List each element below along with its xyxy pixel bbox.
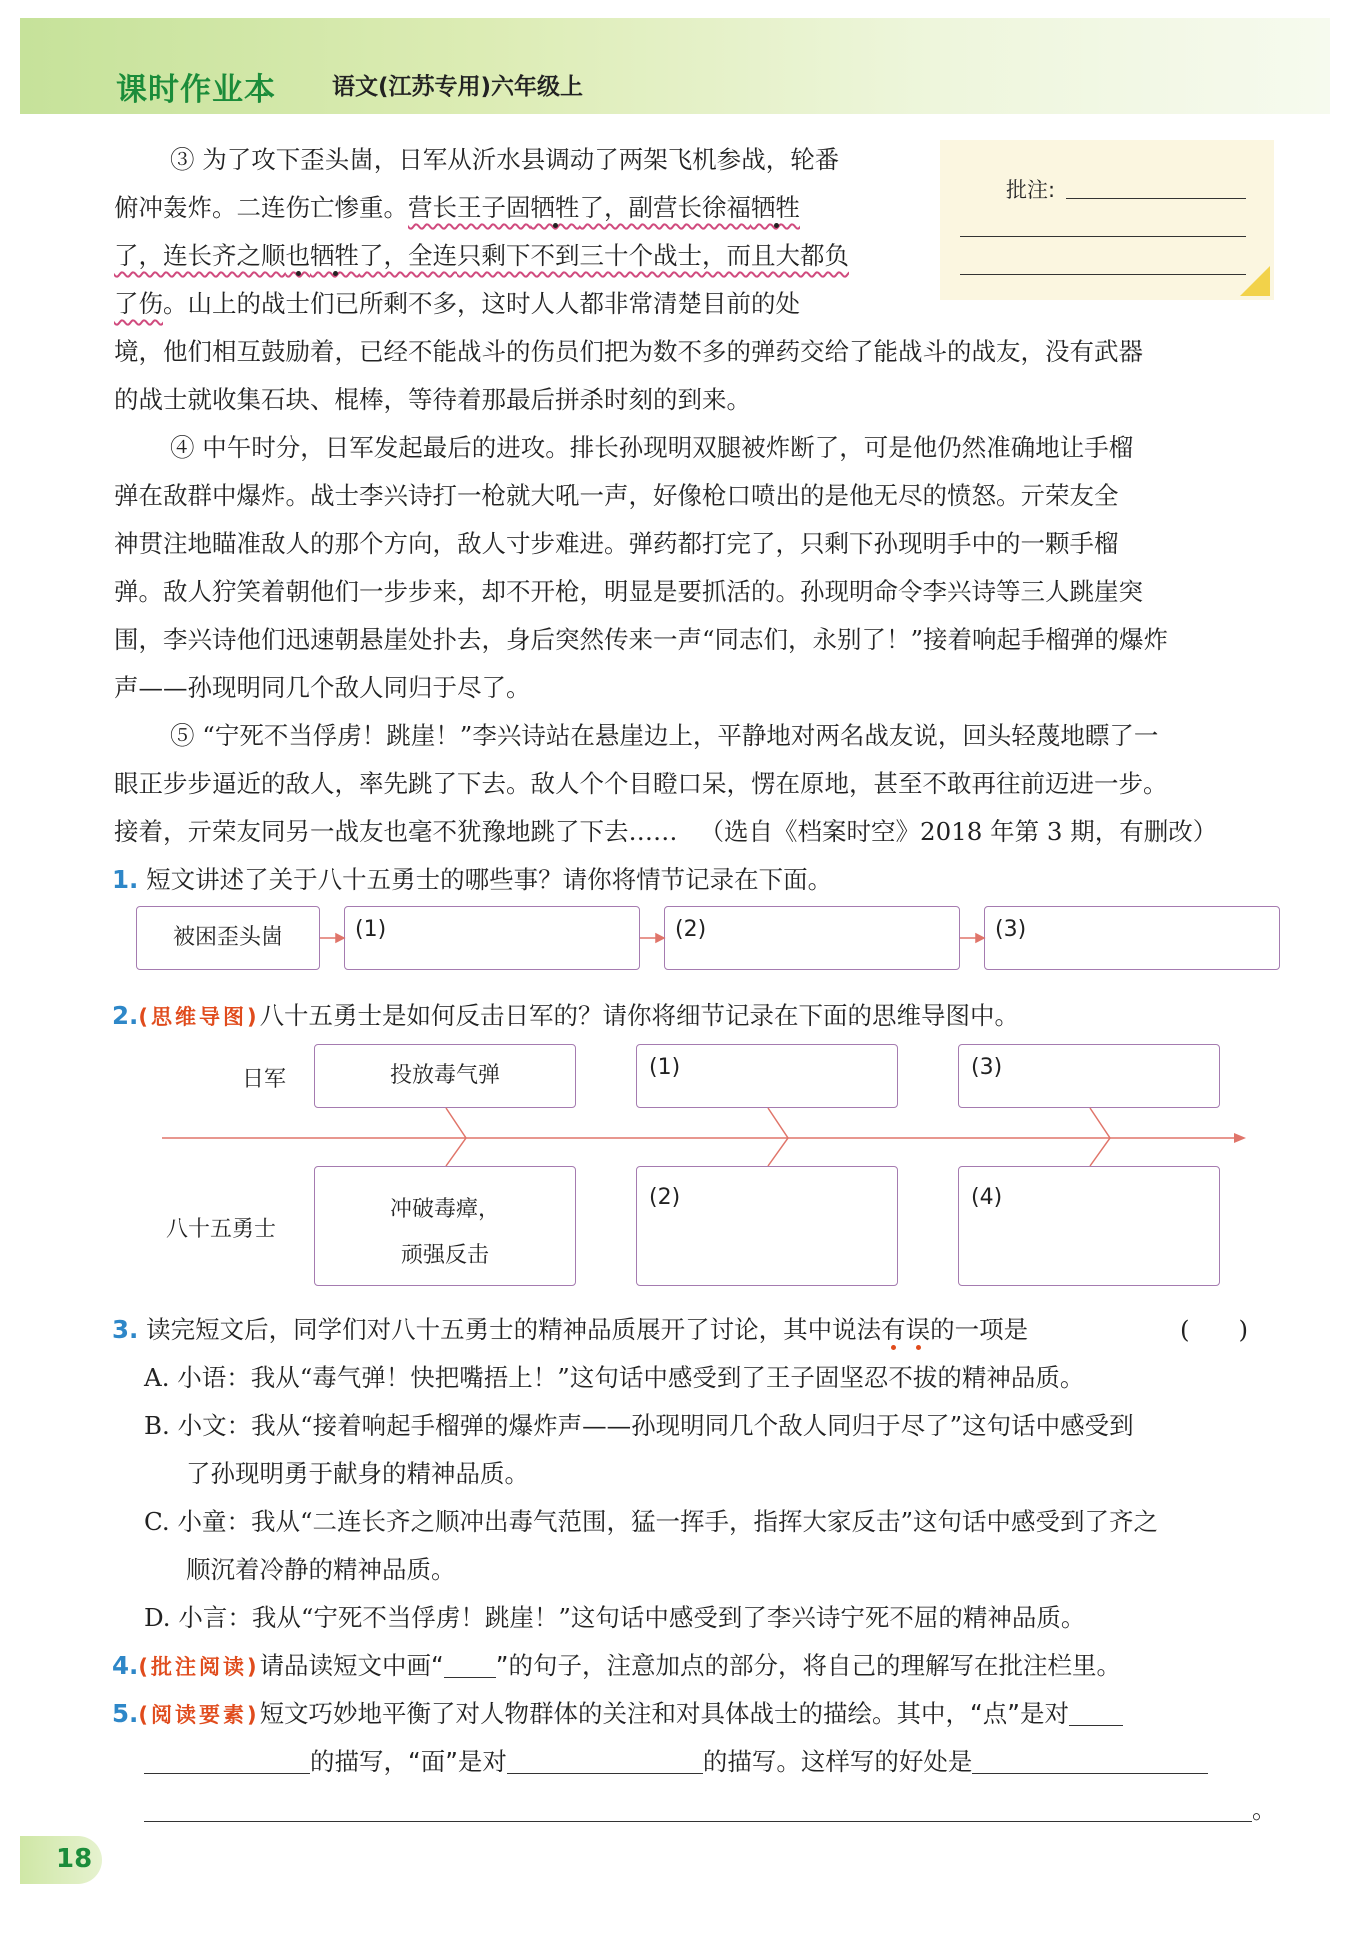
dotted-char: 也 xyxy=(285,241,310,270)
row-label-heroes: 八十五勇士 xyxy=(166,1217,277,1242)
option-c-line1[interactable]: C. 小童：我从“二连长齐之顺冲出毒气范围，猛一挥手，指挥大家反击”这句话中感受到了齐之 xyxy=(144,1507,1158,1536)
passage-line: 神贯注地瞄准敌人的那个方向，敌人寸步难进。弹药都打完了，只剩下孙现明手中的一颗手榴 xyxy=(114,529,1119,558)
mindmap-answer-box-1[interactable]: (1) xyxy=(636,1044,898,1108)
text-span: 只剩下不到三十个战士，而且大都负 xyxy=(457,241,849,270)
passage-line: ③ 为了攻下歪头崮，日军从沂水县调动了两架飞机参战，轮番 xyxy=(170,145,840,174)
question-number: 2. xyxy=(112,1001,139,1030)
brand-title: 课时作业本 xyxy=(116,72,276,108)
dotted-char: 有 xyxy=(881,1315,906,1344)
question-text: 八十五勇士是如何反击日军的？请你将细节记录在下面的思维导图中。 xyxy=(259,1001,1020,1030)
passage-line: 弹在敌群中爆炸。战士李兴诗打一枪就大吼一声，好像枪口喷出的是他无尽的愤怒。亓荣友全 xyxy=(114,481,1119,510)
mindmap-box-given: 投放毒气弹 xyxy=(314,1044,576,1108)
question-tag: (批注阅读) xyxy=(138,1655,260,1679)
text-span: 了，全连 xyxy=(359,241,457,270)
option-c-line2: 顺沉着冷静的精神品质。 xyxy=(186,1555,456,1584)
branch-chevron xyxy=(768,1108,788,1166)
box-text: 顽强反击 xyxy=(400,1243,489,1268)
question-text: 的描写，“面”是对 xyxy=(310,1747,507,1776)
question-4 xyxy=(112,1642,1121,1691)
passage-line: 围，李兴诗他们迅速朝悬崖处扑去，身后突然传来一声“同志们，永别了！”接着响起手榴弹的爆炸 xyxy=(114,625,1169,654)
text-span: 接着，亓荣友同另一战友也毫不犹豫地跳了下去…… xyxy=(114,817,678,846)
marked-sentence: 了伤 xyxy=(114,289,163,318)
annotation-label: 批注: xyxy=(1006,178,1056,202)
question-text: 的描写。这样写的好处是 xyxy=(702,1747,973,1776)
book-subtitle: 语文(江苏专用)六年级上 xyxy=(332,74,584,100)
mindmap-answer-box-2[interactable]: (2) xyxy=(636,1166,898,1286)
question-number: 4. xyxy=(112,1651,139,1680)
answer-blank[interactable] xyxy=(1069,1695,1123,1726)
passage-line: 弹。敌人狞笑着朝他们一步步来，却不开枪，明显是要抓活的。孙现明命令李兴诗等三人跳崖突 xyxy=(114,577,1143,606)
question-5-line2 xyxy=(144,1738,1208,1786)
question-text: 读完短文后，同学们对八十五勇士的精神品质展开了讨论，其中说法 xyxy=(146,1315,882,1344)
option-d[interactable]: D. 小言：我从“宁死不当俘虏！跳崖！”这句话中感受到了李兴诗宁死不屈的精神品质。 xyxy=(144,1603,1086,1632)
passage-line: ⑤ “宁死不当俘虏！跳崖！”李兴诗站在悬崖边上，平静地对两名战友说，回头轻蔑地瞟了一 xyxy=(170,721,1159,750)
question-number: 5. xyxy=(112,1699,139,1728)
plot-box-start: 被困歪头崮 xyxy=(136,906,320,970)
passage-line: 声——孙现明同几个敌人同归于尽了。 xyxy=(114,673,531,702)
box-text: 冲破毒瘴， xyxy=(389,1197,500,1222)
dotted-char: 牺牲 xyxy=(751,193,800,222)
question-text: 请品读短文中画“ xyxy=(259,1651,444,1680)
question-text: 。 xyxy=(1252,1795,1277,1824)
mindmap-answer-box-3[interactable]: (3) xyxy=(958,1044,1220,1108)
question-text: 的一项是 xyxy=(930,1315,1029,1344)
text-span: 俯冲轰炸。二连伤亡惨重。 xyxy=(114,193,408,222)
source-citation: （选自《档案时空》2018 年第 3 期，有删改） xyxy=(699,817,1218,846)
answer-paren[interactable]: ( ) xyxy=(1180,1315,1249,1344)
text-span: 营长王子固 xyxy=(408,193,531,222)
question-text: 短文巧妙地平衡了对人物群体的关注和对具体战士的描绘。其中，“点”是对 xyxy=(259,1699,1069,1728)
option-a[interactable]: A. 小语：我从“毒气弹！快把嘴捂上！”这句话中感受到了王子固坚忍不拔的精神品质。 xyxy=(144,1363,1085,1392)
text-span: 了，副营长徐福 xyxy=(579,193,751,222)
dotted-char: 牺牲 xyxy=(530,193,580,222)
row-label-japanese: 日军 xyxy=(242,1067,287,1092)
underline-sample xyxy=(444,1647,496,1678)
option-b-line2: 了孙现明勇于献身的精神品质。 xyxy=(186,1459,529,1488)
page-number-tab xyxy=(20,1836,102,1884)
dotted-char: 误 xyxy=(905,1315,931,1344)
plot-answer-box-3[interactable]: (3) xyxy=(984,906,1280,970)
plot-answer-box-2[interactable]: (2) xyxy=(664,906,960,970)
passage-line: 的战士就收集石块、棍棒，等待着那最后拼杀时刻的到来。 xyxy=(114,385,751,414)
text-span: 了，连长齐之顺 xyxy=(114,241,286,270)
question-number: 3. xyxy=(112,1315,139,1344)
dotted-char: 牺牲 xyxy=(310,241,359,270)
question-5-line3 xyxy=(144,1786,1277,1834)
question-number: 1. xyxy=(112,865,139,894)
option-b-line1[interactable]: B. 小文：我从“接着响起手榴弹的爆炸声——孙现明同几个敌人同归于尽了”这句话中感受到 xyxy=(144,1411,1134,1440)
question-text: 短文讲述了关于八十五勇士的哪些事？请你将情节记录在下面。 xyxy=(146,865,833,894)
axis-arrow-head xyxy=(1234,1133,1246,1143)
passage-line: ④ 中午时分，日军发起最后的进攻。排长孙现明双腿被炸断了，可是他仍然准确地让手榴 xyxy=(170,433,1134,462)
page-number: 18 xyxy=(56,1844,93,1874)
question-3 xyxy=(112,1306,1028,1354)
answer-blank[interactable] xyxy=(972,1743,1208,1774)
plot-answer-box-1[interactable]: (1) xyxy=(344,906,640,970)
question-tag: (思维导图) xyxy=(138,1005,260,1029)
branch-chevron xyxy=(446,1108,466,1166)
passage-line: 境，他们相互鼓励着，已经不能战斗的伤员们把为数不多的弹药交给了能战斗的战友，没有武器 xyxy=(114,337,1143,366)
answer-blank[interactable] xyxy=(144,1743,310,1774)
passage-line: 眼正步步逼近的敌人，率先跳了下去。敌人个个目瞪口呆，愣在原地，甚至不敢再往前迈进一步。 xyxy=(114,769,1168,798)
text-span: 。山上的战士们已所剩不多，这时人人都非常清楚目前的处 xyxy=(163,289,800,318)
question-text: ”的句子，注意加点的部分，将自己的理解写在批注栏里。 xyxy=(495,1651,1121,1680)
question-5 xyxy=(112,1690,1123,1739)
branch-chevron xyxy=(1090,1108,1110,1166)
answer-blank[interactable] xyxy=(144,1791,1252,1822)
mindmap-answer-box-4[interactable]: (4) xyxy=(958,1166,1220,1286)
question-tag: (阅读要素) xyxy=(138,1703,260,1727)
answer-blank[interactable] xyxy=(507,1743,703,1774)
